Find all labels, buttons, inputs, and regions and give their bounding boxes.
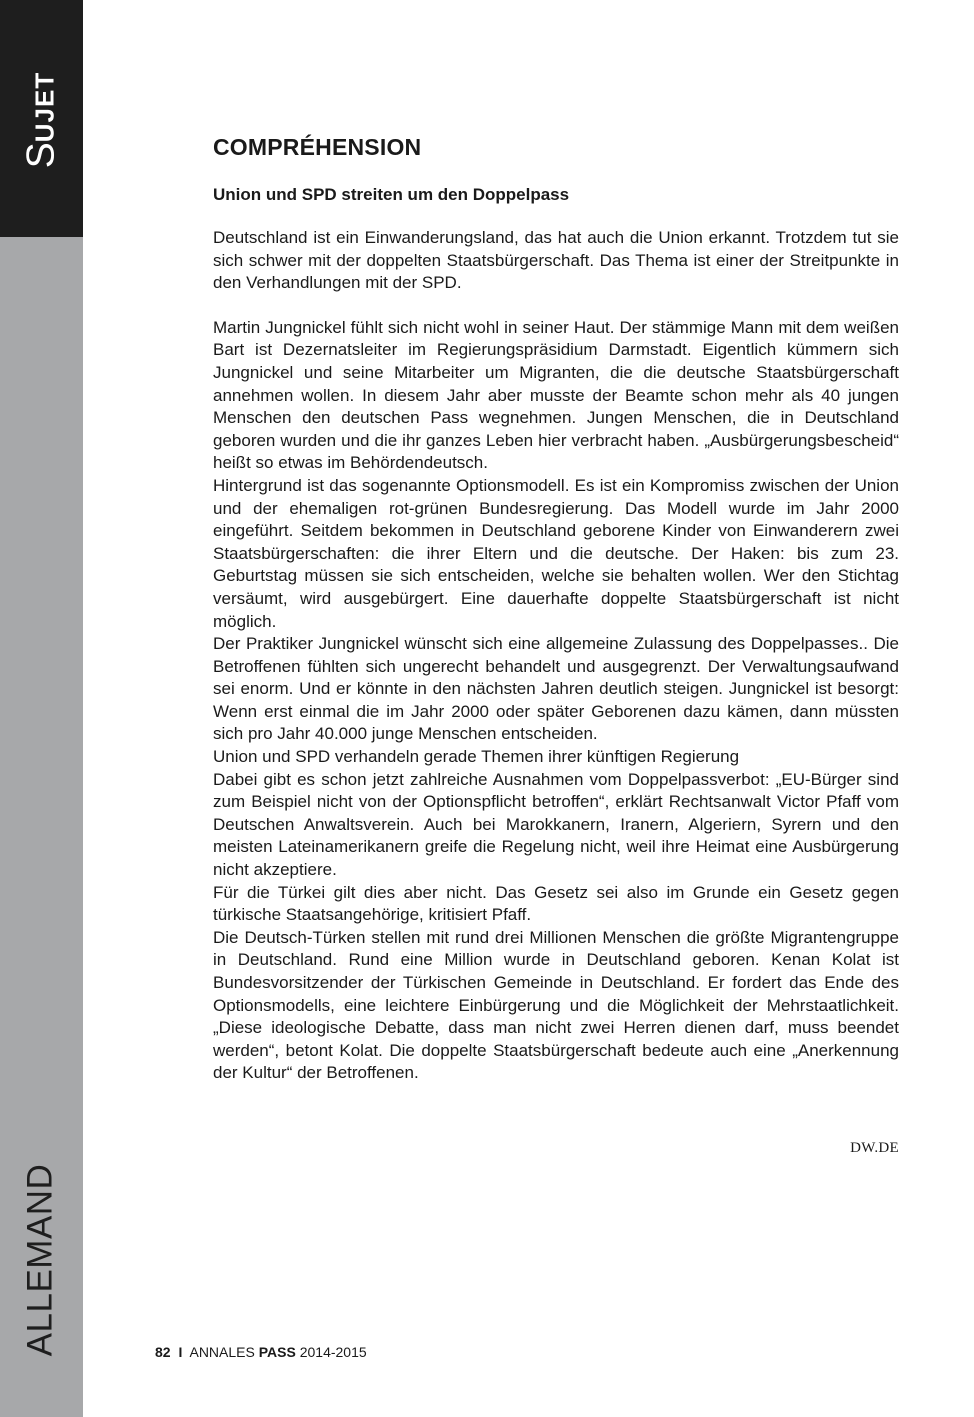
page-footer bbox=[155, 1344, 367, 1360]
source-credit: DW.DE bbox=[850, 1140, 899, 1156]
article-paragraph: Deutschland ist ein Einwanderungsland, das hat auch die Union erkannt. Trotzdem tut sie sich schwer mit der doppelten Staatsbürgerschaft. Das Thema ist einer der Streitpunkte in den Verhandlungen mit der SPD. bbox=[213, 228, 899, 293]
section-label-initial: S bbox=[19, 142, 63, 169]
main-content bbox=[213, 134, 899, 1085]
page-number: 82 bbox=[155, 1344, 171, 1360]
section-heading: COMPRÉHENSION bbox=[213, 134, 422, 160]
sidebar-top-block bbox=[0, 0, 83, 237]
article-subheading: Union und SPD verhandeln gerade Themen ihrer künftigen Regierung bbox=[213, 747, 740, 767]
footer-brand: PASS bbox=[258, 1344, 296, 1360]
subject-label: ALLEMAND bbox=[20, 1163, 60, 1357]
footer-years: 2014-2015 bbox=[299, 1344, 367, 1360]
article-paragraph: Dabei gibt es schon jetzt zahlreiche Ausnahmen vom Doppelpassverbot: „EU-Bürger sind zum Beispiel nicht von der Optionspflicht betroffen“, erklärt Rechtsanwalt Victor Pfaff vom Deutschen Anwaltsverein. Auch bei Marokkanern, Iranern, Algeriern, Syrern und den meisten Lateinamerikanern greife die Regelung nicht, weil ihre Heimat eine Ausbürgerung nicht akzeptiere. bbox=[213, 769, 899, 880]
article-title: Union und SPD streiten um den Doppelpass bbox=[213, 185, 570, 204]
section-label-rest: UJET bbox=[29, 71, 60, 143]
article-paragraph: Die Deutsch-Türken stellen mit rund drei Millionen Menschen die größte Migrantengruppe in Deutschland. Rund eine Million wurde in Deutschland geboren. Kenan Kolat ist Bundesvorsitzender der Türkischen Gemeinde in Deutschland. Er fordert das Ende des Optionsmodells, eine leichtere Einbürgerung und die Möglichkeit der Mehrstaatlichkeit. „Diese ideologische Debatte, dass man nicht zwei Herren dienen darf, muss beendet werden“, betont Kolat. Die doppelte Staatsbürgerschaft bedeute auch eine „Anerkennung der Kultur“ der Betroffenen. bbox=[213, 927, 899, 1083]
article-paragraph: Für die Türkei gilt dies aber nicht. Das Gesetz sei also im Grunde ein Gesetz gegen türkische Staatsangehörige, kritisiert Pfaff. bbox=[213, 882, 899, 925]
footer-separator: I bbox=[178, 1344, 183, 1360]
sidebar bbox=[0, 0, 83, 1417]
article-paragraph: Martin Jungnickel fühlt sich nicht wohl in seiner Haut. Der stämmige Mann mit dem weißen Bart ist Dezernatsleiter im Regierungspräsidium Darmstadt. Eigentlich kümmern sich Jungnickel und seine Mitarbeiter um Migranten, die die deutsche Staatsbürgerschaft annehmen wollen. In diesem Jahr aber musste der Beamte schon mehr als 40 jungen Menschen den deutschen Pass wegnehmen. Jungen Menschen, die in Deutschland geboren wurden und die ihr ganzes Leben hier verbracht haben. „Ausbürgerungsbescheid“ heißt so etwas im Behördendeutsch. bbox=[213, 317, 899, 473]
section-label bbox=[19, 71, 63, 169]
footer-publisher: ANNALES bbox=[189, 1344, 255, 1360]
article-paragraph: Hintergrund ist das sogenannte Optionsmodell. Es ist ein Kompromiss zwischen der Union und der ehemaligen rot-grünen Bundesregierung. Das Modell wurde im Jahr 2000 eingeführt. Seitdem bekommen in Deutschland geborene Kinder von Einwanderern zwei Staatsbürgerschaften: die ihrer Eltern und die deutsche. Der Haken: bis zum 23. Geburtstag müssen sie sich entscheiden, welche sie behalten wollen. Wer den Stichtag versäumt, wird ausgebürgert. Eine dauerhafte doppelte Staatsbürgerschaft ist nicht möglich. bbox=[213, 475, 899, 631]
article-paragraph: Der Praktiker Jungnickel wünscht sich eine allgemeine Zulassung des Doppelpasses.. Die Betroffenen fühlten sich ungerecht behandelt und ausgegrenzt. Der Verwaltungsaufwand sei enorm. Und er könnte in den nächsten Jahren deutlich steigen. Jungnickel ist besorgt: Wenn erst einmal die im Jahr 2000 oder später Geborenen dazu kämen, dann müssten sich pro Jahr 40.000 junge Menschen entscheiden. bbox=[213, 634, 899, 744]
